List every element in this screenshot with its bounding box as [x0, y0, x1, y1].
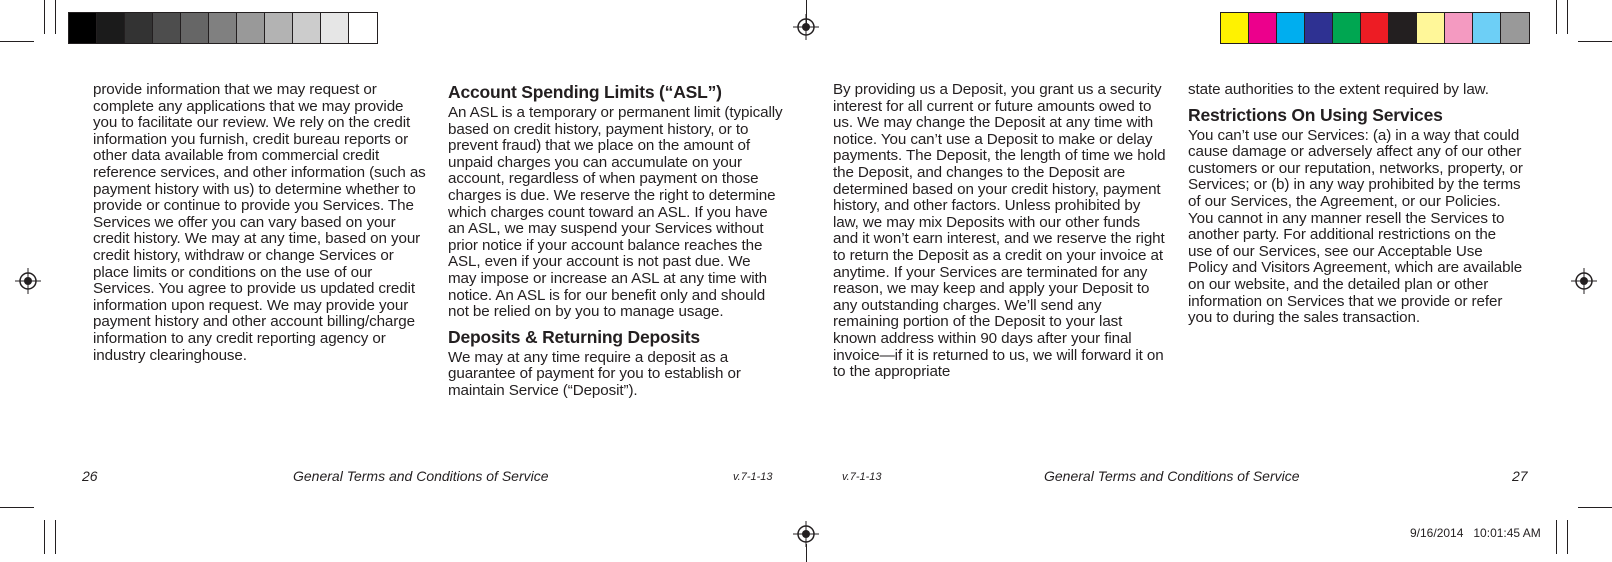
crop-mark — [1556, 520, 1557, 554]
right-running-footer: General Terms and Conditions of Service — [1044, 468, 1300, 484]
registration-mark-icon — [1571, 268, 1597, 294]
registration-mark-icon — [793, 521, 819, 547]
left-running-footer: General Terms and Conditions of Service — [293, 468, 549, 484]
color-swatch — [1501, 13, 1529, 43]
color-swatch — [209, 13, 237, 43]
crop-mark — [0, 507, 34, 508]
color-swatch — [181, 13, 209, 43]
color-swatch — [1445, 13, 1473, 43]
body-paragraph: An ASL is a temporary or permanent limit (typically based on credit history, payment history, or to prevent fraud) that we place on the amount of unpaid charges you can accumulate on your account, regardless of when payment on those charges is due. We reserve the right to determine which charges count toward an ASL. If you have an ASL, we may suspend your Services without prior notice if your account balance reaches the ASL, even if your account is not past due. We may impose or increase an ASL at any time with notice. An ASL is for our benefit only and should not be relied on by you to manage usage. — [448, 104, 783, 321]
body-paragraph: By providing us a Deposit, you grant us a security interest for all current or future amounts owed to us. We may change the Deposit at any time with notice. You can’t use a Deposit to make or delay payments. The Deposit, the length of time we hold the Deposit, and changes to the Deposit are determined based on your credit history, payment history, and other factors. Unless prohibited by law, we may mix Deposits with our other funds and it won’t earn interest, and we reserve the right to return the Deposit as a credit on your invoice at anytime. If your Services are terminated for any reason, we may keep and apply your Deposit to any outstanding charges. We’ll send any remaining portion of the Deposit to your last known address within 90 days after your final invoice—if it is returned to us, we will forward it on to the appropriate — [833, 81, 1166, 381]
right-version: v.7-1-13 — [842, 471, 882, 483]
crop-mark — [44, 0, 45, 34]
crop-mark — [1567, 520, 1568, 554]
right-page-column-2 — [1188, 82, 1523, 327]
right-page-column-1 — [833, 82, 1168, 381]
color-swatch — [1417, 13, 1445, 43]
crop-mark — [44, 520, 45, 554]
left-page-column-1 — [93, 82, 428, 364]
color-swatch — [153, 13, 181, 43]
body-paragraph: You can’t use our Services: (a) in a way that could cause damage or adversely affect any of our other customers or our reputation, networks, property, or Services; or (b) in any way prohibited by the terms of our Services, the Agreement, or our Policies. You cannot in any manner resell the Services to another party. For additional restrictions on the use of our Services, see our Acceptable Use Policy and Visitors Agreement, which are available on our website, and the detailed plan or other information on Services that we provide or refer you to during the sales transaction. — [1188, 126, 1523, 327]
registration-mark-icon — [15, 268, 41, 294]
body-paragraph: provide information that we may request or complete any applications that we may provide you to facilitate our review. We rely on the credit information you furnish, credit bureau reports or other data available from commercial credit reference services, and other information (such as payment history with us) to determine whether to provide or continue to provide you Services. The Services we offer you can vary based on your credit history. We may at any time, based on your credit history, withdraw or change Services or place limits or conditions on the use of our Services. You agree to provide us updated credit information upon request. We may provide your payment history and other account billing/charge information to any credit reporting agency or industry clearinghouse. — [93, 81, 426, 364]
grayscale-color-bar — [68, 12, 378, 44]
print-timestamp: 9/16/2014 10:01:45 AM — [1410, 526, 1541, 540]
left-page-number: 26 — [82, 468, 98, 484]
left-page-column-2 — [448, 82, 783, 400]
crop-mark — [55, 0, 56, 34]
color-swatch — [1473, 13, 1501, 43]
color-swatch — [125, 13, 153, 43]
color-swatch — [237, 13, 265, 43]
color-swatch — [1305, 13, 1333, 43]
body-paragraph: state authorities to the extent required by law. — [1188, 81, 1489, 98]
color-swatch — [293, 13, 321, 43]
crop-mark — [1567, 0, 1568, 34]
right-page-number: 27 — [1512, 468, 1528, 484]
crop-mark — [1578, 41, 1612, 42]
section-heading-asl: Account Spending Limits (“ASL”) — [448, 82, 722, 102]
color-swatch — [1361, 13, 1389, 43]
section-heading-deposits: Deposits & Returning Deposits — [448, 326, 700, 347]
crop-mark — [0, 41, 34, 42]
section-heading-restrictions: Restrictions On Using Services — [1188, 104, 1443, 125]
color-swatch — [1277, 13, 1305, 43]
registration-mark-icon — [793, 14, 819, 40]
body-paragraph: We may at any time require a deposit as a guarantee of payment for you to establish or maintain Service (“Deposit”). — [448, 348, 741, 399]
left-version: v.7-1-13 — [733, 471, 773, 483]
color-swatch — [97, 13, 125, 43]
color-swatch — [1333, 13, 1361, 43]
crop-mark — [1556, 0, 1557, 34]
color-swatch — [349, 13, 377, 43]
color-swatch — [321, 13, 349, 43]
color-swatch — [265, 13, 293, 43]
color-swatch — [1249, 13, 1277, 43]
color-swatch — [1221, 13, 1249, 43]
color-swatch — [69, 13, 97, 43]
color-swatch — [1389, 13, 1417, 43]
crop-mark — [55, 520, 56, 554]
crop-mark — [1578, 507, 1612, 508]
process-color-bar — [1220, 12, 1530, 44]
